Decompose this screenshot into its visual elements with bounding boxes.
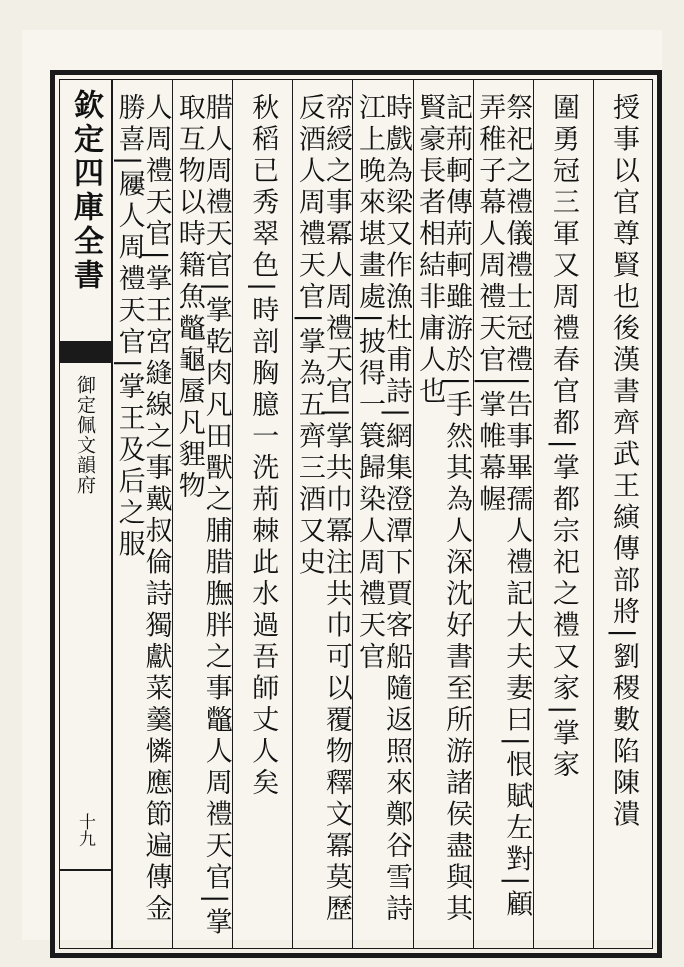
book-title: 欽定四庫全書 — [68, 89, 103, 293]
text-column-7 — [232, 79, 292, 949]
text-column-6 — [292, 79, 352, 949]
column-text: 人周禮天官|掌王宮縫線之事戴叔倫詩獨獻菜羹憐應節遍傳金勝喜|屨人周禮天官|掌王及后之服 — [113, 93, 172, 926]
margin-strip — [59, 79, 113, 949]
margin-rule — [59, 869, 111, 871]
column-text: 帟綬之事冪人周禮天官|掌共巾冪注共巾可以覆物釋文冪莫歷反酒人周禮天官|掌為五齊三酒又史 — [293, 93, 352, 926]
text-column-9 — [113, 79, 172, 949]
scanned-page — [22, 30, 662, 940]
text-column-4 — [413, 79, 473, 949]
volume-title: 御定佩文韻府 — [74, 375, 96, 495]
column-text: 圍勇冠三軍又周禮春官都|掌都宗祀之禮又家|掌家 — [547, 93, 579, 782]
column-text: 腊人周禮天官|掌乾肉凡田獸之脯腊膴胖之事鼈人周禮天官|掌取互物以時籍魚鼈龜蜃凡貍物 — [173, 93, 232, 940]
text-column-8 — [172, 79, 232, 949]
column-text: 秋稻已秀翠色|時剖胸臆一洗荊棘此水過吾師丈人矣 — [247, 93, 279, 800]
column-text: 記荊軻傳荊軻雖游於|手然其為人深沈好書至所游諸侯盡與其賢豪長者相結非庸人也 — [414, 93, 473, 926]
page-frame — [50, 70, 662, 958]
text-column-3 — [473, 79, 533, 949]
text-columns — [113, 79, 653, 949]
text-column-1 — [593, 79, 653, 949]
column-text: 祭祀之禮儀禮士冠禮|告事畢孺人禮記大夫妻曰|恨賦左對|顧弄稚子幕人周禮天官|掌帷幕幄 — [474, 93, 533, 922]
page-number: 十九 — [75, 813, 95, 847]
text-column-2 — [533, 79, 593, 949]
column-text: 時戲為梁又作漁杜甫詩|網集澄潭下賈客船隨返照來鄭谷雪詩江上晚來堪畫處|披得一簑歸染人周禮天官 — [354, 93, 413, 926]
fish-tail-bar — [59, 341, 111, 363]
text-column-5 — [352, 79, 412, 949]
column-text: 授事以官尊賢也後漢書齊武王縯傳部將|劉稷數陷陳潰 — [607, 93, 639, 832]
